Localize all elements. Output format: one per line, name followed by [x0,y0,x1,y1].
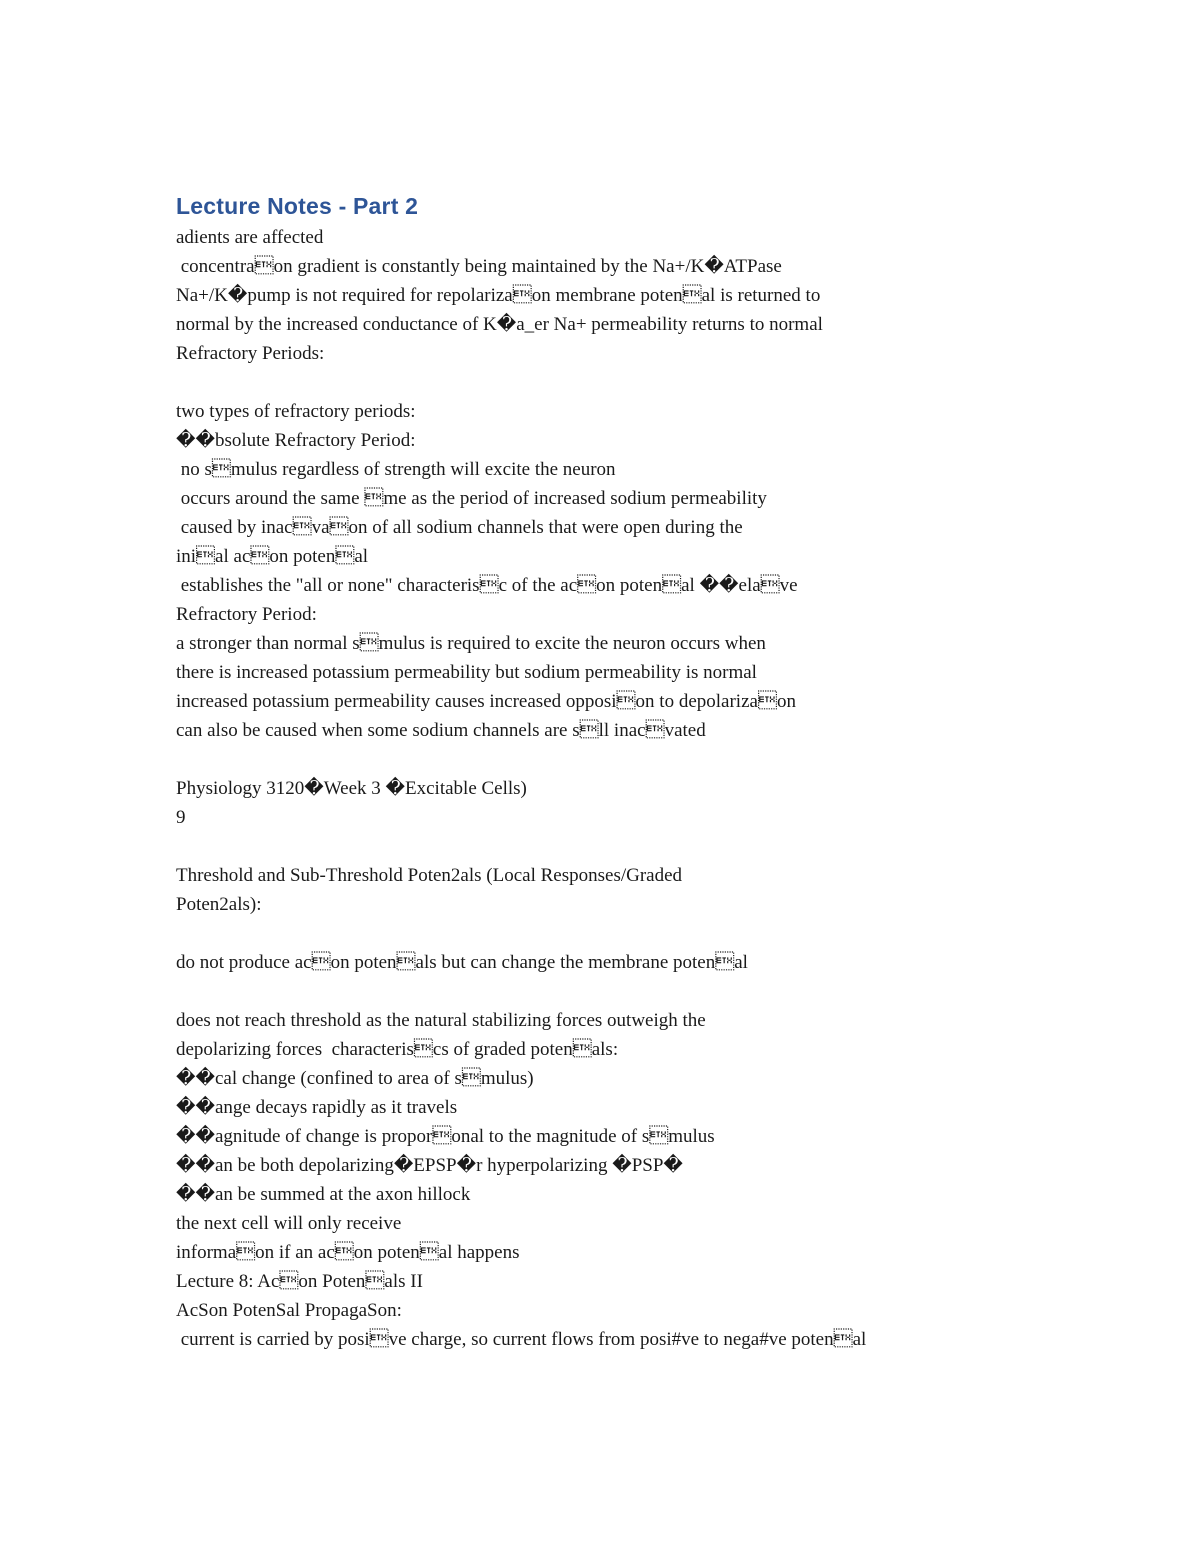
text-line: Threshold and Sub-Threshold Poten2als (Local Responses/Graded [176,865,683,886]
text-line: ��cal change (confined to area of smulus) [176,1068,534,1089]
document-title: Lecture Notes - Part 2 [176,193,419,219]
text-line: Poten2als): [176,894,262,915]
document-body [176,190,1076,1354]
text-line: caused by inacvaon of all sodium channels that were open during the [176,517,743,538]
blank-line [176,368,1076,397]
text-line: ��ange decays rapidly as it travels [176,1097,458,1118]
text-line: current is carried by posive charge, so current flows from posi#ve to nega#ve potenal [176,1329,867,1350]
blank-line [176,977,1076,1006]
text-line: there is increased potassium permeability but sodium permeability is normal [176,662,757,683]
text-line: ��an be both depolarizing�EPSP�r hyperpolarizing �PSP� [176,1155,683,1176]
text-line: informaon if an acon potenal happens [176,1242,520,1263]
text-line: ��agnitude of change is proporonal to the magnitude of smulus [176,1126,715,1147]
text-line: inial acon potenal [176,546,369,567]
text-line: AcSon PotenSal PropagaSon: [176,1300,402,1321]
blank-line [176,832,1076,861]
document-text [176,223,1076,1354]
text-line: Refractory Periods: [176,343,325,364]
text-line: increased potassium permeability causes increased opposion to depolarizaon [176,691,796,712]
text-line: adients are affected [176,227,324,248]
text-line: concentraon gradient is constantly being maintained by the Na+/K�ATPase [176,256,782,277]
text-line: establishes the "all or none" characterisc of the acon potenal ��elave [176,575,798,596]
text-line: Lecture 8: Acon Potenals II [176,1271,423,1292]
text-line: normal by the increased conductance of K�a_er Na+ permeability returns to normal [176,314,823,335]
text-line: ��bsolute Refractory Period: [176,430,416,451]
text-line: do not produce acon potenals but can change the membrane potenal [176,952,748,973]
text-line: Refractory Period: [176,604,317,625]
text-line: no smulus regardless of strength will excite the neuron [176,459,616,480]
blank-line [176,919,1076,948]
text-line: ��an be summed at the axon hillock [176,1184,471,1205]
text-line: the next cell will only receive [176,1213,402,1234]
text-line: Na+/K�pump is not required for repolarizaon membrane potenal is returned to [176,285,821,306]
text-line: a stronger than normal smulus is required to excite the neuron occurs when [176,633,766,654]
text-line: can also be caused when some sodium channels are sll inacvated [176,720,706,741]
text-line: two types of refractory periods: [176,401,416,422]
text-line: occurs around the same me as the period of increased sodium permeability [176,488,767,509]
text-line: depolarizing forces characteriscs of graded potenals: [176,1039,619,1060]
blank-line [176,745,1076,774]
text-line: does not reach threshold as the natural stabilizing forces outweigh the [176,1010,706,1031]
text-line: 9 [176,807,186,828]
text-line: Physiology 3120�Week 3 �Excitable Cells) [176,778,527,799]
